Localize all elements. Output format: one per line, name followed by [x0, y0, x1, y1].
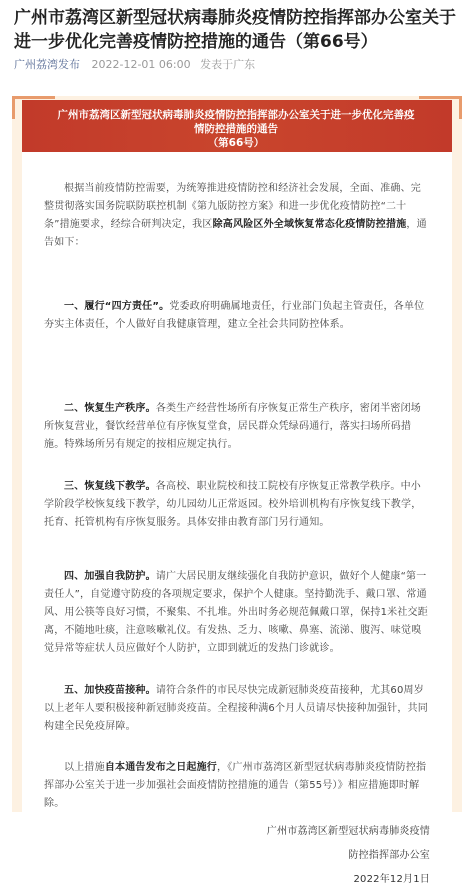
section-3-paragraph: 三、恢复线下教学。各高校、职业院校和技工院校有序恢复正常教学秩序。中小学阶段学校恢复线下教学，幼儿园幼儿正常返园。校外培训机构有序恢复线下教学，托育、托管机构有序恢复服务。具体安排由教育部门另行通知。	[44, 481, 422, 528]
section-1-paragraph: 一、履行“四方责任”。党委政府明确属地责任，行业部门负起主管责任，各单位夯实主体责任，个人做好自我健康管理，建立全社会共同防控体系。	[44, 301, 425, 330]
section-2-paragraph: 二、恢复生产秩序。各类生产经营性场所有序恢复正常生产秩序，密闭半密闭场所恢复营业，餐饮经营单位有序恢复堂食，居民群众凭绿码通行，落实扫场所码措施。特殊场所另有规定的按相应规定执行。	[44, 403, 422, 450]
section-5-heading: 五、加快疫苗接种。	[64, 685, 156, 696]
notice-banner	[22, 100, 452, 152]
signature-date: 2022年12月1日	[353, 874, 430, 885]
banner-line-3: （第66号）	[207, 137, 265, 149]
section-4-paragraph: 四、加强自我防护。请广大居民朋友继续强化自我防护意识，做好个人健康“第一责任人”，自觉遵守防疫的各项规定要求，保护个人健康。坚持勤洗手、戴口罩、常通风、用公筷等良好习惯，不聚集、不扎堆。外出时务必规范佩戴口罩，保持1米社交距离，不随地吐痰，注意咳嗽礼仪。有发热、乏力、咳嗽、鼻塞、流涕、腹泻、味觉嗅觉异常等症状人员应做好个人防护，立即到就近的发热门诊就诊。	[44, 571, 428, 654]
notice-card	[22, 100, 452, 885]
banner-line-1: 广州市荔湾区新型冠状病毒肺炎疫情防控指挥部办公室关于进一步优化完善疫	[57, 109, 415, 121]
section-2-heading: 二、恢复生产秩序。	[64, 403, 156, 414]
publish-date: 2022-12-01 06:00	[91, 58, 191, 71]
article-meta	[14, 56, 255, 72]
signature-line-2: 防控指挥部办公室	[348, 850, 430, 861]
notice-frame	[12, 96, 462, 885]
section-1-heading: 一、履行“四方责任”。	[64, 301, 170, 312]
article-title: 广州市荔湾区新型冠状病毒肺炎疫情防控指挥部办公室关于进一步优化完善疫情防控措施的通告（第66号）	[14, 8, 456, 52]
banner-line-2: 情防控措施的通告	[194, 123, 278, 135]
banner-title	[36, 108, 436, 150]
publish-location: 发表于广东	[200, 58, 256, 71]
section-3-heading: 三、恢复线下教学。	[64, 481, 156, 492]
signature-line-1: 广州市荔湾区新型冠状病毒肺炎疫情	[266, 826, 430, 837]
section-5-paragraph: 五、加快疫苗接种。请符合条件的市民尽快完成新冠肺炎疫苗接种，尤其60周岁以上老年人要积极接种新冠肺炎疫苗。全程接种满6个月人员请尽快接种加强针，共同构建全民免疫屏障。	[44, 685, 428, 732]
signature-block	[267, 820, 430, 892]
closing-paragraph: 以上措施自本通告发布之日起施行，《广州市荔湾区新型冠状病毒肺炎疫情防控指挥部办公室关于进一步加强社会面疫情防控措施的通告（第55号）》相应措施即时解除。	[44, 762, 427, 809]
section-4-heading: 四、加强自我防护。	[64, 571, 156, 582]
intro-paragraph: 根据当前疫情防控需要，为统筹推进疫情防控和经济社会发展，全面、准确、完整贯彻落实国务院联防联控机制《第九版防控方案》和进一步优化疫情防控“二十条”措施要求，经综合研判决定，我区除高风险区外全域恢复常态化疫情防控措施，通告如下：	[44, 183, 427, 248]
account-link[interactable]: 广州荔湾发布	[14, 58, 80, 71]
